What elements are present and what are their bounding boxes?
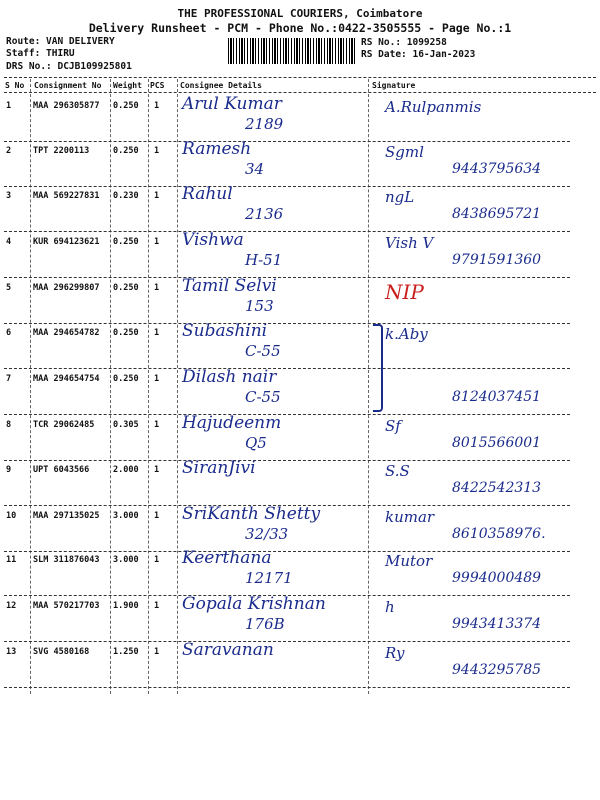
consignee-address: C-55 [245,342,281,360]
consignee-address: Q5 [245,434,267,452]
row-weight: 2.000 [113,465,139,475]
row-weight: 0.250 [113,146,139,156]
consignee-name: Keerthana [182,548,272,568]
recipient-signature: Vish V [385,234,434,252]
row-pcs: 1 [154,647,160,657]
recipient-signature: NIP [385,280,424,304]
consignee-name: Vishwa [182,230,244,250]
row-pcs: 1 [154,191,160,201]
consignment-number: SVG 4580168 [33,647,90,657]
runsheet-subtitle: Delivery Runsheet - PCM - Phone No.:0422-3505555 - Page No.:1 [88,21,512,35]
row-weight: 0.250 [113,374,139,384]
consignment-number: MAA 297135025 [33,511,100,521]
col-header-consignment: Consignment No [34,81,102,90]
recipient-phone: 8124037451 [452,389,542,405]
consignment-number: MAA 296299807 [33,283,100,293]
consignee-address: 12171 [245,569,293,587]
recipient-signature: Sgml [385,143,424,161]
row-pcs: 1 [154,511,160,521]
row-divider [4,141,570,142]
recipient-signature: S.S [385,462,410,480]
consignee-name: Tamil Selvi [182,276,277,296]
consignment-number: UPT 6043566 [33,465,90,475]
row-serial-number: 6 [6,328,12,338]
row-pcs: 1 [154,555,160,565]
recipient-phone: 9443795634 [452,161,542,177]
row-divider [4,641,570,642]
row-divider [4,231,570,232]
consignee-name: Hajudeenm [182,413,282,433]
consignment-number: MAA 294654754 [33,374,100,384]
consignee-name: SiranJivi [182,458,256,478]
row-weight: 0.305 [113,420,139,430]
rs-date: RS Date: 16-Jan-2023 [361,49,476,60]
staff-label: Staff: THIRU [6,48,75,59]
consignee-address: 2189 [245,115,284,133]
barcode [228,38,356,64]
drs-number: DRS No.: DCJB109925801 [6,61,132,72]
row-weight: 0.250 [113,328,139,338]
row-divider [4,414,570,415]
recipient-phone: 9943413374 [452,616,542,632]
consignment-number: SLM 311876043 [33,555,100,565]
row-pcs: 1 [154,101,160,111]
row-serial-number: 4 [6,237,12,247]
row-weight: 1.250 [113,647,139,657]
consignment-number: MAA 569227831 [33,191,100,201]
consignee-name: Ramesh [182,139,252,159]
row-divider [4,551,570,552]
consignee-name: Rahul [182,184,233,204]
recipient-signature: A.Rulpanmis [385,98,482,116]
row-serial-number: 11 [6,555,17,565]
recipient-signature: k.Aby [385,325,428,343]
row-divider [4,186,570,187]
column-divider [148,79,149,694]
consignment-number: KUR 694123621 [33,237,100,247]
consignment-number: MAA 296305877 [33,101,100,111]
recipient-signature: kumar [385,508,435,526]
consignee-name: Subashini [182,321,268,341]
recipient-phone: 8422542313 [452,480,542,496]
row-pcs: 1 [154,465,160,475]
company-title: THE PROFESSIONAL COURIERS, Coimbatore [177,7,423,20]
column-divider [30,79,31,694]
row-weight: 0.250 [113,237,139,247]
consignment-number: TCR 29062485 [33,420,95,430]
recipient-signature: Sf [385,417,401,435]
recipient-signature: Ry [385,644,405,662]
route-label: Route: VAN DELIVERY [6,36,115,47]
consignment-number: TPT 2200113 [33,146,90,156]
consignee-name: Gopala Krishnan [182,594,326,614]
row-weight: 0.230 [113,191,139,201]
consignee-address: H-51 [245,251,283,269]
row-serial-number: 2 [6,146,12,156]
consignee-address: 2136 [245,205,284,223]
row-serial-number: 3 [6,191,12,201]
row-weight: 0.250 [113,101,139,111]
row-pcs: 1 [154,237,160,247]
row-divider [4,323,570,324]
consignee-address: 32/33 [245,525,289,543]
recipient-phone: 9994000489 [452,570,542,586]
row-divider [4,277,570,278]
recipient-phone: 8438695721 [452,206,542,222]
column-header-divider [4,92,596,93]
consignment-number: MAA 570217703 [33,601,100,611]
consignee-address: 176B [245,615,285,633]
recipient-phone: 9443295785 [452,662,542,678]
row-serial-number: 7 [6,374,12,384]
rs-number: RS No.: 1099258 [361,37,447,48]
row-serial-number: 13 [6,647,17,657]
row-serial-number: 9 [6,465,12,475]
col-header-sno: S No [5,81,25,90]
col-header-signature: Signature [372,81,416,90]
recipient-signature: h [385,598,395,616]
row-pcs: 1 [154,283,160,293]
recipient-phone: 8015566001 [452,435,542,451]
recipient-phone: 9791591360 [452,252,542,268]
column-divider [177,79,178,694]
row-divider [4,687,570,688]
row-serial-number: 1 [6,101,12,111]
row-pcs: 1 [154,146,160,156]
recipient-phone: 8610358976. [452,526,546,542]
row-pcs: 1 [154,601,160,611]
shared-address-bracket [373,324,383,412]
column-divider [368,79,369,694]
recipient-signature: Mutor [385,552,433,570]
row-divider [4,460,570,461]
row-serial-number: 5 [6,283,12,293]
consignee-name: Arul Kumar [182,94,282,114]
row-weight: 1.900 [113,601,139,611]
consignment-number: MAA 294654782 [33,328,100,338]
row-divider [4,368,570,369]
row-pcs: 1 [154,420,160,430]
row-weight: 3.000 [113,555,139,565]
row-pcs: 1 [154,374,160,384]
recipient-signature: ngL [385,188,415,206]
row-weight: 3.000 [113,511,139,521]
col-header-consignee: Consignee Details [180,81,262,90]
consignee-address: C-55 [245,388,281,406]
consignee-name: Dilash nair [182,367,277,387]
row-weight: 0.250 [113,283,139,293]
header-divider [4,77,596,78]
col-header-weight: Weight [113,81,142,90]
row-serial-number: 10 [6,511,17,521]
consignee-address: 34 [245,160,265,178]
row-serial-number: 8 [6,420,12,430]
row-serial-number: 12 [6,601,17,611]
consignee-name: Saravanan [182,640,274,660]
col-header-pcs: PCS [150,81,165,90]
column-divider [110,79,111,694]
consignee-name: SriKanth Shetty [182,504,321,524]
row-pcs: 1 [154,328,160,338]
consignee-address: 153 [245,297,274,315]
